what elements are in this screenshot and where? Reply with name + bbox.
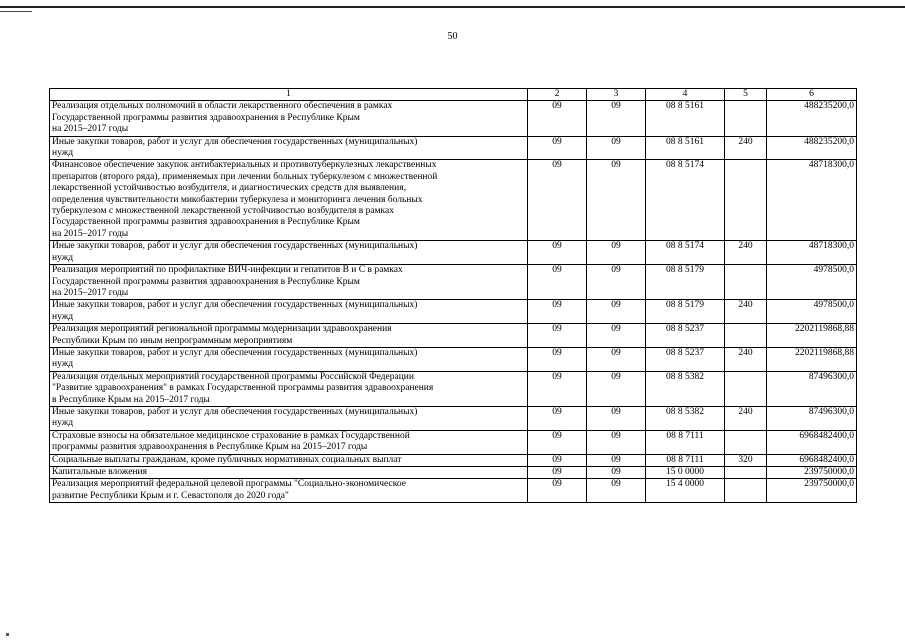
description-line: Государственной программы развития здравоохранения в Республике Крым [52,276,360,287]
top-left-mark [0,11,32,12]
section-code: 09 [528,241,587,265]
amount-value: 488235200,0 [767,136,857,160]
subsection-code: 09 [587,430,646,454]
amount-value: 4978500,0 [767,265,857,300]
row-description [50,136,528,160]
target-article-code: 08 8 5174 [646,160,725,241]
subsection-code: 09 [587,101,646,136]
expense-type-code: 240 [725,241,767,265]
subsection-code: 09 [587,371,646,406]
subsection-code: 09 [587,241,646,265]
section-code: 09 [528,467,587,479]
description-line: нужд [52,252,74,263]
amount-value: 48718300,0 [767,160,857,241]
subsection-code: 09 [587,347,646,371]
expense-type-code [725,479,767,503]
subsection-code: 09 [587,479,646,503]
row-description [50,406,528,430]
amount-value: 87496300,0 [767,406,857,430]
target-article-code: 08 8 5382 [646,371,725,406]
description-line: Республики Крым по иным непрограммным мероприятиям [52,335,293,346]
description-line: на 2015–2017 годы [52,228,129,239]
target-article-code: 08 8 5179 [646,265,725,300]
row-description [50,479,528,503]
description-line: развитие Республики Крым и г. Севастополя до 2020 года" [52,490,289,501]
description-line: нужд [52,148,74,159]
row-description [50,300,528,324]
target-article-code: 08 8 5179 [646,300,725,324]
description-line: нужд [52,359,74,370]
row-description [50,371,528,406]
subsection-code: 09 [587,406,646,430]
header-col-3: 3 [587,89,646,101]
subsection-code: 09 [587,454,646,466]
table-row [50,430,857,454]
description-line: определения чувствительности микобактерии туберкулеза и мониторинга лечения больных [52,194,423,205]
amount-value: 2202119868,88 [767,324,857,348]
section-code: 09 [528,265,587,300]
amount-value: 2202119868,88 [767,347,857,371]
subsection-code: 09 [587,324,646,348]
description-line: программы развития здравоохранения в Республике Крым на 2015–2017 годы [52,442,368,453]
amount-value: 4978500,0 [767,300,857,324]
amount-value: 488235200,0 [767,101,857,136]
section-code: 09 [528,430,587,454]
description-line: в Республике Крым на 2015–2017 годы [52,394,210,405]
description-line: Государственной программы развития здравоохранения в Республике Крым [52,217,360,228]
expense-type-code [725,101,767,136]
expense-type-code [725,160,767,241]
section-code: 09 [528,324,587,348]
description-line: на 2015–2017 годы [52,287,129,298]
table-row [50,136,857,160]
table-row [50,479,857,503]
section-code: 09 [528,371,587,406]
expense-type-code: 240 [725,136,767,160]
description-line: Иные закупки товаров, работ и услуг для обеспечения государственных (муниципальных) [52,136,418,147]
table-row [50,324,857,348]
table-row [50,160,857,241]
amount-value: 48718300,0 [767,241,857,265]
description-line: Реализация отдельных полномочий в области лекарственного обеспечения в рамках [52,101,393,112]
expense-type-code [725,467,767,479]
target-article-code: 15 0 0000 [646,467,725,479]
description-line: Иные закупки товаров, работ и услуг для обеспечения государственных (муниципальных) [52,406,418,417]
description-line: Социальные выплаты гражданам, кроме публичных нормативных социальных выплат [52,454,402,465]
header-row [50,89,857,101]
description-line: Реализация отдельных мероприятий государственной программы Российской Федерации [52,371,414,382]
subsection-code: 09 [587,265,646,300]
section-code: 09 [528,101,587,136]
description-line: туберкулезом с множественной лекарственной устойчивостью возбудителя в рамках [52,206,394,217]
row-description [50,101,528,136]
header-col-1: 1 [50,89,528,101]
row-description [50,454,528,466]
page-number: 50 [447,31,458,42]
budget-table [49,88,857,503]
description-line: Государственной программы развития здравоохранения в Республике Крым [52,112,360,123]
expense-type-code: 240 [725,300,767,324]
description-line: Иные закупки товаров, работ и услуг для обеспечения государственных (муниципальных) [52,241,418,252]
table-row [50,454,857,466]
row-description [50,324,528,348]
description-line: "Развитие здравоохранения" в рамках Государственной программы развития здравоохранения [52,383,434,394]
target-article-code: 08 8 5161 [646,101,725,136]
expense-type-code: 320 [725,454,767,466]
description-line: Реализация мероприятий федеральной целевой программы "Социально-экономическое [52,479,406,490]
description-line: Иные закупки товаров, работ и услуг для обеспечения государственных (муниципальных) [52,347,418,358]
header-col-6: 6 [767,89,857,101]
description-line: Страховые взносы на обязательное медицинское страхование в рамках Государственной [52,430,410,441]
expense-type-code: 240 [725,406,767,430]
target-article-code: 08 8 5237 [646,347,725,371]
table-row [50,241,857,265]
row-description [50,430,528,454]
expense-type-code [725,265,767,300]
target-article-code: 08 8 5174 [646,241,725,265]
budget-table-body [50,89,857,503]
section-code: 09 [528,454,587,466]
description-line: нужд [52,311,74,322]
amount-value: 6968482400,0 [767,454,857,466]
description-line: Капитальные вложения [52,467,147,477]
section-code: 09 [528,479,587,503]
subsection-code: 09 [587,160,646,241]
description-line: Финансовое обеспечение закупок антибактериальных и противотуберкулезных лекарственных [52,160,437,171]
subsection-code: 09 [587,467,646,479]
table-row [50,347,857,371]
description-line: Иные закупки товаров, работ и услуг для обеспечения государственных (муниципальных) [52,300,418,311]
top-border-line [0,6,905,8]
description-line: препаратов (второго ряда), применяемых при лечении больных туберкулезом с множественной [52,171,438,182]
target-article-code: 15 4 0000 [646,479,725,503]
target-article-code: 08 8 5382 [646,406,725,430]
expense-type-code: 240 [725,347,767,371]
row-description [50,160,528,241]
table-row [50,371,857,406]
target-article-code: 08 8 7111 [646,454,725,466]
amount-value: 6968482400,0 [767,430,857,454]
subsection-code: 09 [587,300,646,324]
subsection-code: 09 [587,136,646,160]
expense-type-code [725,324,767,348]
amount-value: 239750000,0 [767,467,857,479]
amount-value: 239750000,0 [767,479,857,503]
header-col-4: 4 [646,89,725,101]
scan-dot [6,633,9,636]
description-line: Реализация мероприятий региональной программы модернизации здравоохранения [52,324,392,335]
row-description [50,241,528,265]
table-row [50,467,857,479]
expense-type-code [725,430,767,454]
table-row [50,101,857,136]
row-description [50,347,528,371]
description-line: лекарственной устойчивостью возбудителя, и диагностических средств для выявления, [52,183,406,194]
section-code: 09 [528,406,587,430]
table-row [50,406,857,430]
table-row [50,265,857,300]
row-description [50,265,528,300]
section-code: 09 [528,347,587,371]
target-article-code: 08 8 5161 [646,136,725,160]
target-article-code: 08 8 5237 [646,324,725,348]
section-code: 09 [528,160,587,241]
section-code: 09 [528,300,587,324]
row-description [50,467,528,479]
amount-value: 87496300,0 [767,371,857,406]
target-article-code: 08 8 7111 [646,430,725,454]
table-row [50,300,857,324]
section-code: 09 [528,136,587,160]
header-col-2: 2 [528,89,587,101]
description-line: нужд [52,418,74,429]
header-col-5: 5 [725,89,767,101]
expense-type-code [725,371,767,406]
description-line: Реализация мероприятий по профилактике ВИЧ-инфекции и гепатитов В и С в рамках [52,265,403,276]
description-line: на 2015–2017 годы [52,124,129,135]
